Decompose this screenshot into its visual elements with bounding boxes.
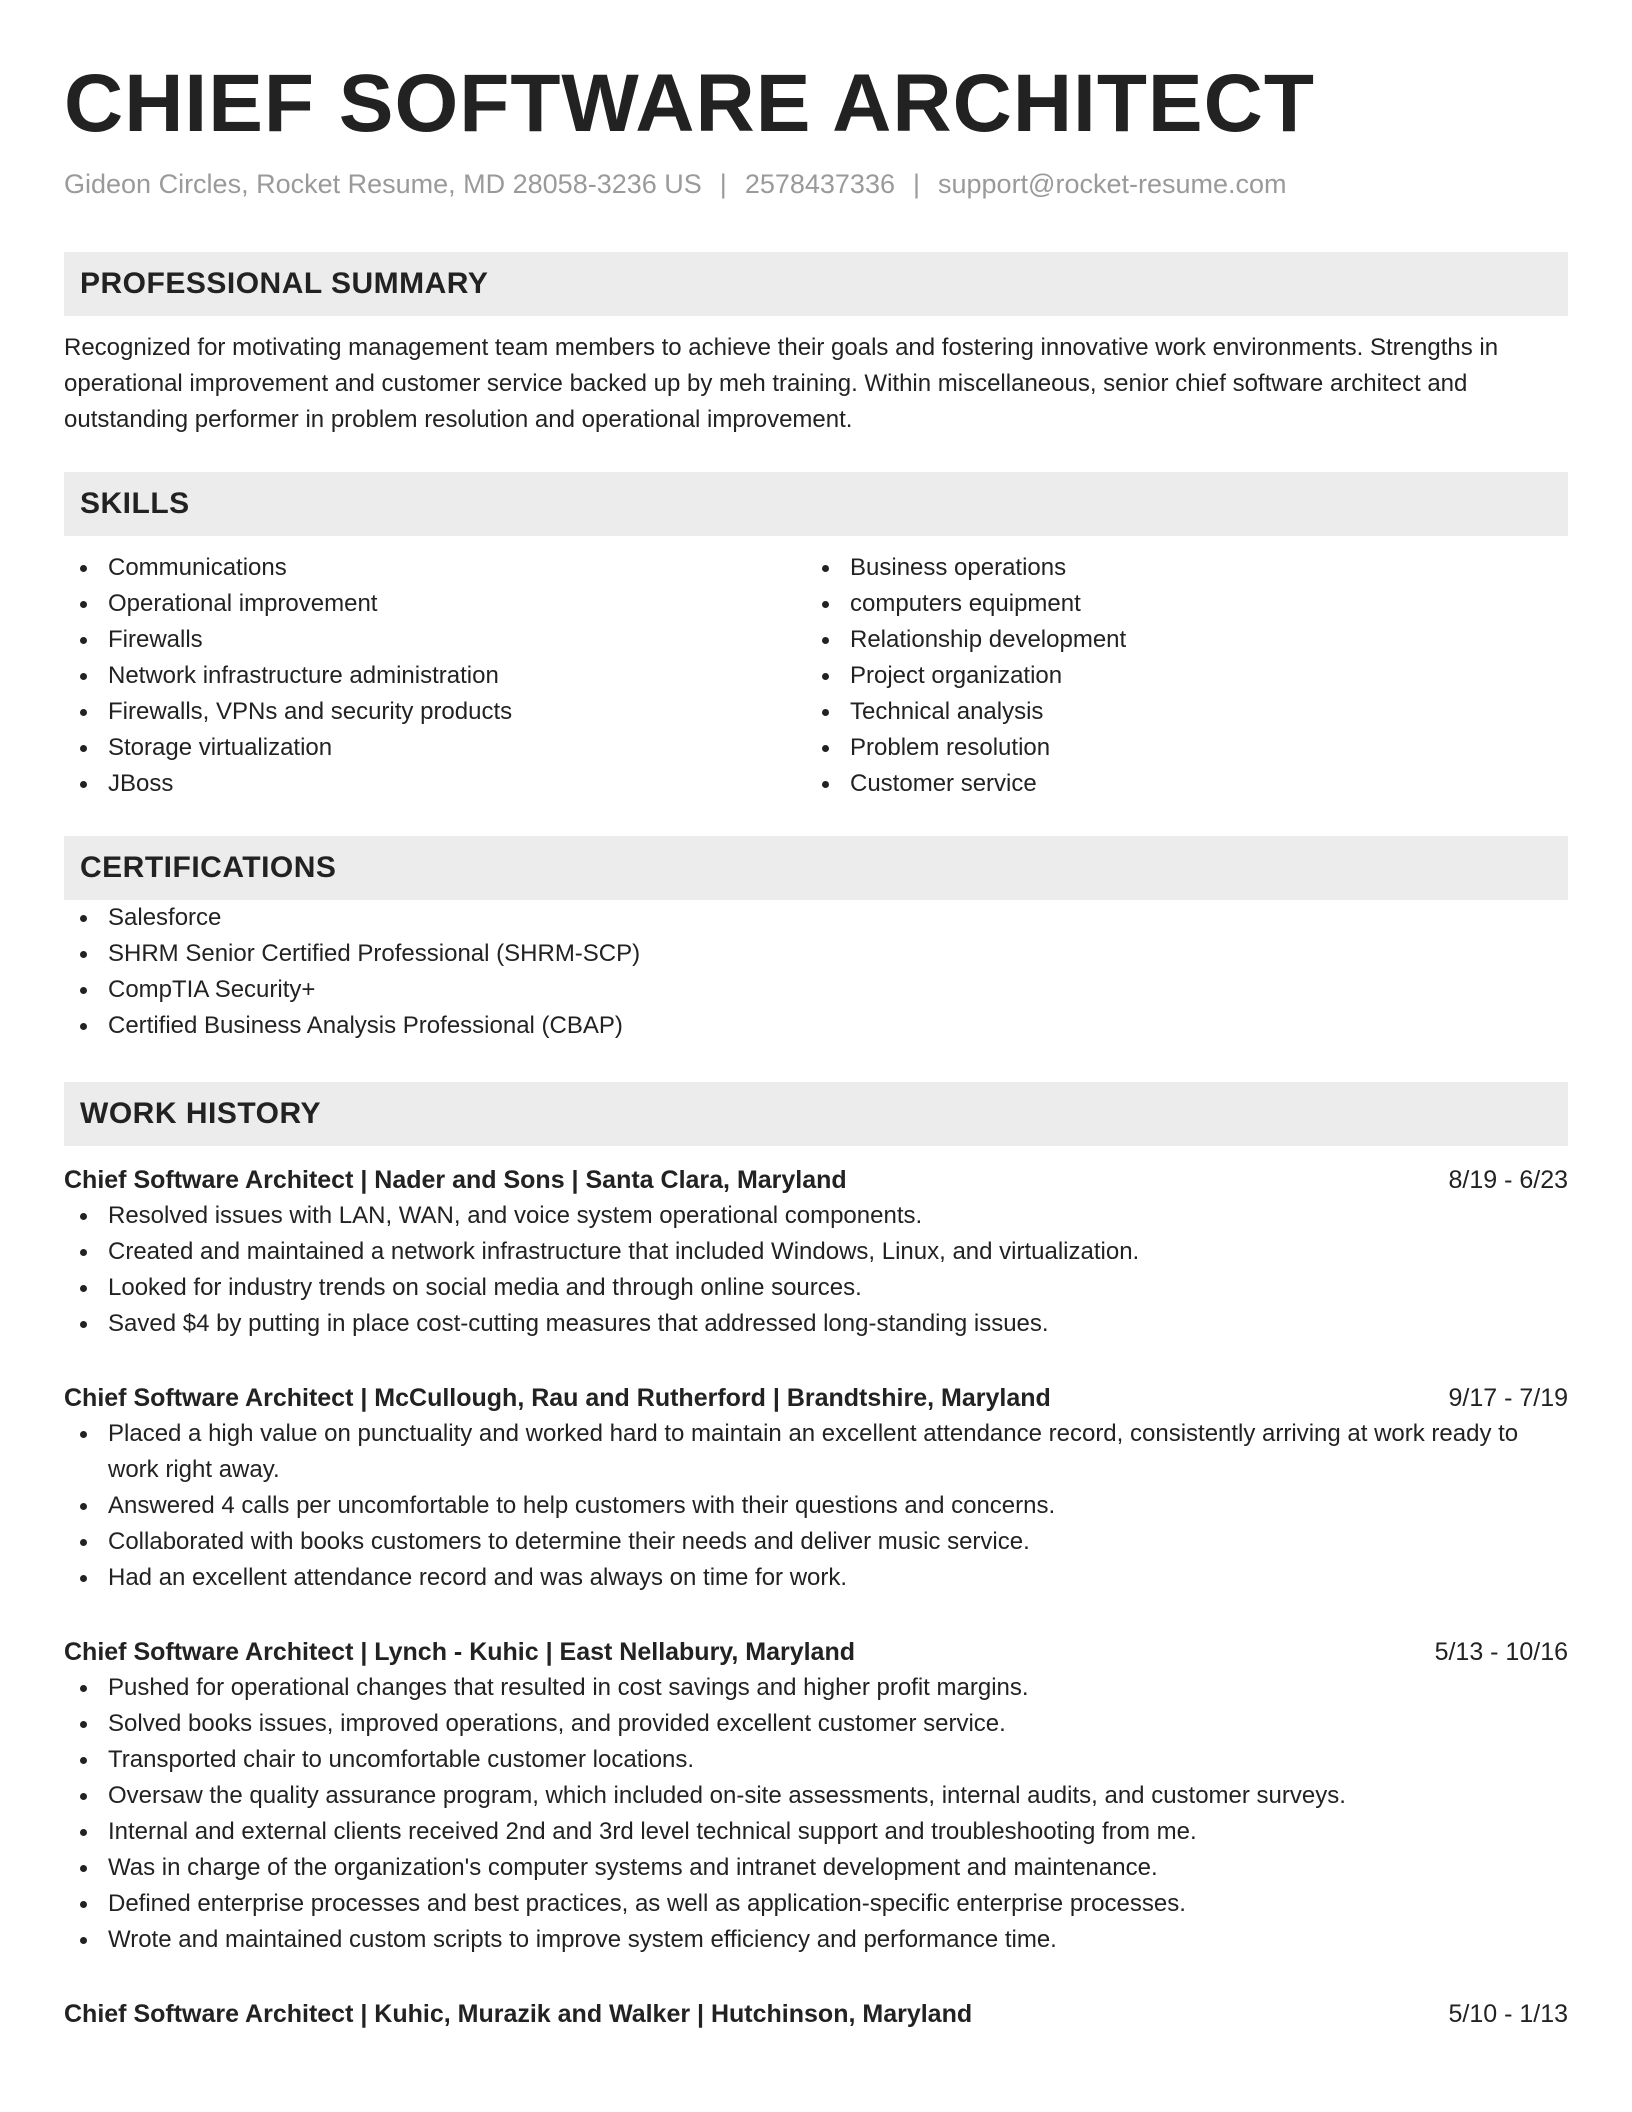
job-dates: 8/19 - 6/23 <box>1448 1166 1568 1194</box>
job-bullet: Wrote and maintained custom scripts to improve system efficiency and performance time. <box>64 1922 1568 1958</box>
job-bullets <box>64 1670 1568 1958</box>
job-title-row <box>64 1996 1568 2032</box>
skill-item: Project organization <box>806 658 1548 694</box>
skills-column-right <box>806 550 1548 802</box>
job-entry <box>64 1634 1568 1958</box>
job-title: Chief Software Architect | Nader and Sons | Santa Clara, Maryland <box>64 1166 847 1194</box>
skill-item: Operational improvement <box>64 586 806 622</box>
job-title: Chief Software Architect | Lynch - Kuhic | East Nellabury, Maryland <box>64 1638 856 1666</box>
skills-heading: SKILLS <box>64 472 1568 536</box>
job-entry <box>64 1996 1568 2032</box>
skill-item: computers equipment <box>806 586 1548 622</box>
job-bullet: Oversaw the quality assurance program, which included on-site assessments, internal audits, and customer surveys. <box>64 1778 1568 1814</box>
skills-list-left <box>64 550 806 802</box>
skill-item: Relationship development <box>806 622 1548 658</box>
job-bullet: Looked for industry trends on social media and through online sources. <box>64 1270 1568 1306</box>
job-title: Chief Software Architect | McCullough, Rau and Rutherford | Brandtshire, Maryland <box>64 1384 1051 1412</box>
job-bullet: Answered 4 calls per uncomfortable to help customers with their questions and concerns. <box>64 1488 1568 1524</box>
contact-email: support@rocket-resume.com <box>938 169 1287 199</box>
skill-item: Technical analysis <box>806 694 1548 730</box>
skill-item: Business operations <box>806 550 1548 586</box>
skills-column-left <box>64 550 806 802</box>
contact-address: Gideon Circles, Rocket Resume, MD 28058-3236 US <box>64 169 702 199</box>
skills-grid <box>64 550 1568 802</box>
job-entry <box>64 1162 1568 1342</box>
job-bullet: Solved books issues, improved operations, and provided excellent customer service. <box>64 1706 1568 1742</box>
job-entry <box>64 1380 1568 1596</box>
skill-item: Firewalls, VPNs and security products <box>64 694 806 730</box>
certification-item: SHRM Senior Certified Professional (SHRM-SCP) <box>64 936 1568 972</box>
skill-item: Firewalls <box>64 622 806 658</box>
job-bullet: Transported chair to uncomfortable customer locations. <box>64 1742 1568 1778</box>
job-bullet: Was in charge of the organization's computer systems and intranet development and maintenance. <box>64 1850 1568 1886</box>
contact-separator: | <box>719 169 727 199</box>
skill-item: JBoss <box>64 766 806 802</box>
summary-text: Recognized for motivating management team members to achieve their goals and fostering innovative work environments. Strengths in operational improvement and customer service backed up by meh training. Within miscellaneous, senior chief software architect and outstanding performer in problem resolution and operational improvement. <box>64 334 1499 433</box>
contact-separator: | <box>912 169 920 199</box>
job-bullet: Had an excellent attendance record and was always on time for work. <box>64 1560 1568 1596</box>
work-history-heading: WORK HISTORY <box>64 1082 1568 1146</box>
job-bullet: Resolved issues with LAN, WAN, and voice system operational components. <box>64 1198 1568 1234</box>
job-bullet: Collaborated with books customers to determine their needs and deliver music service. <box>64 1524 1568 1560</box>
contact-line <box>64 166 1568 202</box>
contact-phone: 2578437336 <box>744 169 895 199</box>
job-title-row <box>64 1380 1568 1416</box>
skill-item: Communications <box>64 550 806 586</box>
job-title-row <box>64 1634 1568 1670</box>
job-bullet: Defined enterprise processes and best practices, as well as application-specific enterprise processes. <box>64 1886 1568 1922</box>
summary-heading: PROFESSIONAL SUMMARY <box>64 252 1568 316</box>
certification-item: Salesforce <box>64 900 1568 936</box>
job-dates: 9/17 - 7/19 <box>1448 1384 1568 1412</box>
job-bullet: Saved $4 by putting in place cost-cutting measures that addressed long-standing issues. <box>64 1306 1568 1342</box>
certifications-list <box>64 900 1568 1044</box>
job-bullet: Internal and external clients received 2nd and 3rd level technical support and troubleshooting from me. <box>64 1814 1568 1850</box>
certification-item: Certified Business Analysis Professional (CBAP) <box>64 1008 1568 1044</box>
job-dates: 5/10 - 1/13 <box>1448 2000 1568 2028</box>
job-bullet: Placed a high value on punctuality and worked hard to maintain an excellent attendance record, consistently arriving at work ready to work right away. <box>64 1416 1568 1488</box>
job-bullets <box>64 1198 1568 1342</box>
skills-list-right <box>806 550 1548 802</box>
job-title: Chief Software Architect | Kuhic, Murazik and Walker | Hutchinson, Maryland <box>64 2000 973 2028</box>
job-bullet: Created and maintained a network infrastructure that included Windows, Linux, and virtualization. <box>64 1234 1568 1270</box>
job-title-row <box>64 1162 1568 1198</box>
skill-item: Storage virtualization <box>64 730 806 766</box>
resume-title: CHIEF SOFTWARE ARCHITECT <box>64 58 1315 149</box>
skill-item: Problem resolution <box>806 730 1548 766</box>
certification-item: CompTIA Security+ <box>64 972 1568 1008</box>
certifications-heading: CERTIFICATIONS <box>64 836 1568 900</box>
job-dates: 5/13 - 10/16 <box>1434 1638 1568 1666</box>
skill-item: Customer service <box>806 766 1548 802</box>
job-bullets <box>64 1416 1568 1596</box>
skill-item: Network infrastructure administration <box>64 658 806 694</box>
job-bullet: Pushed for operational changes that resulted in cost savings and higher profit margins. <box>64 1670 1568 1706</box>
